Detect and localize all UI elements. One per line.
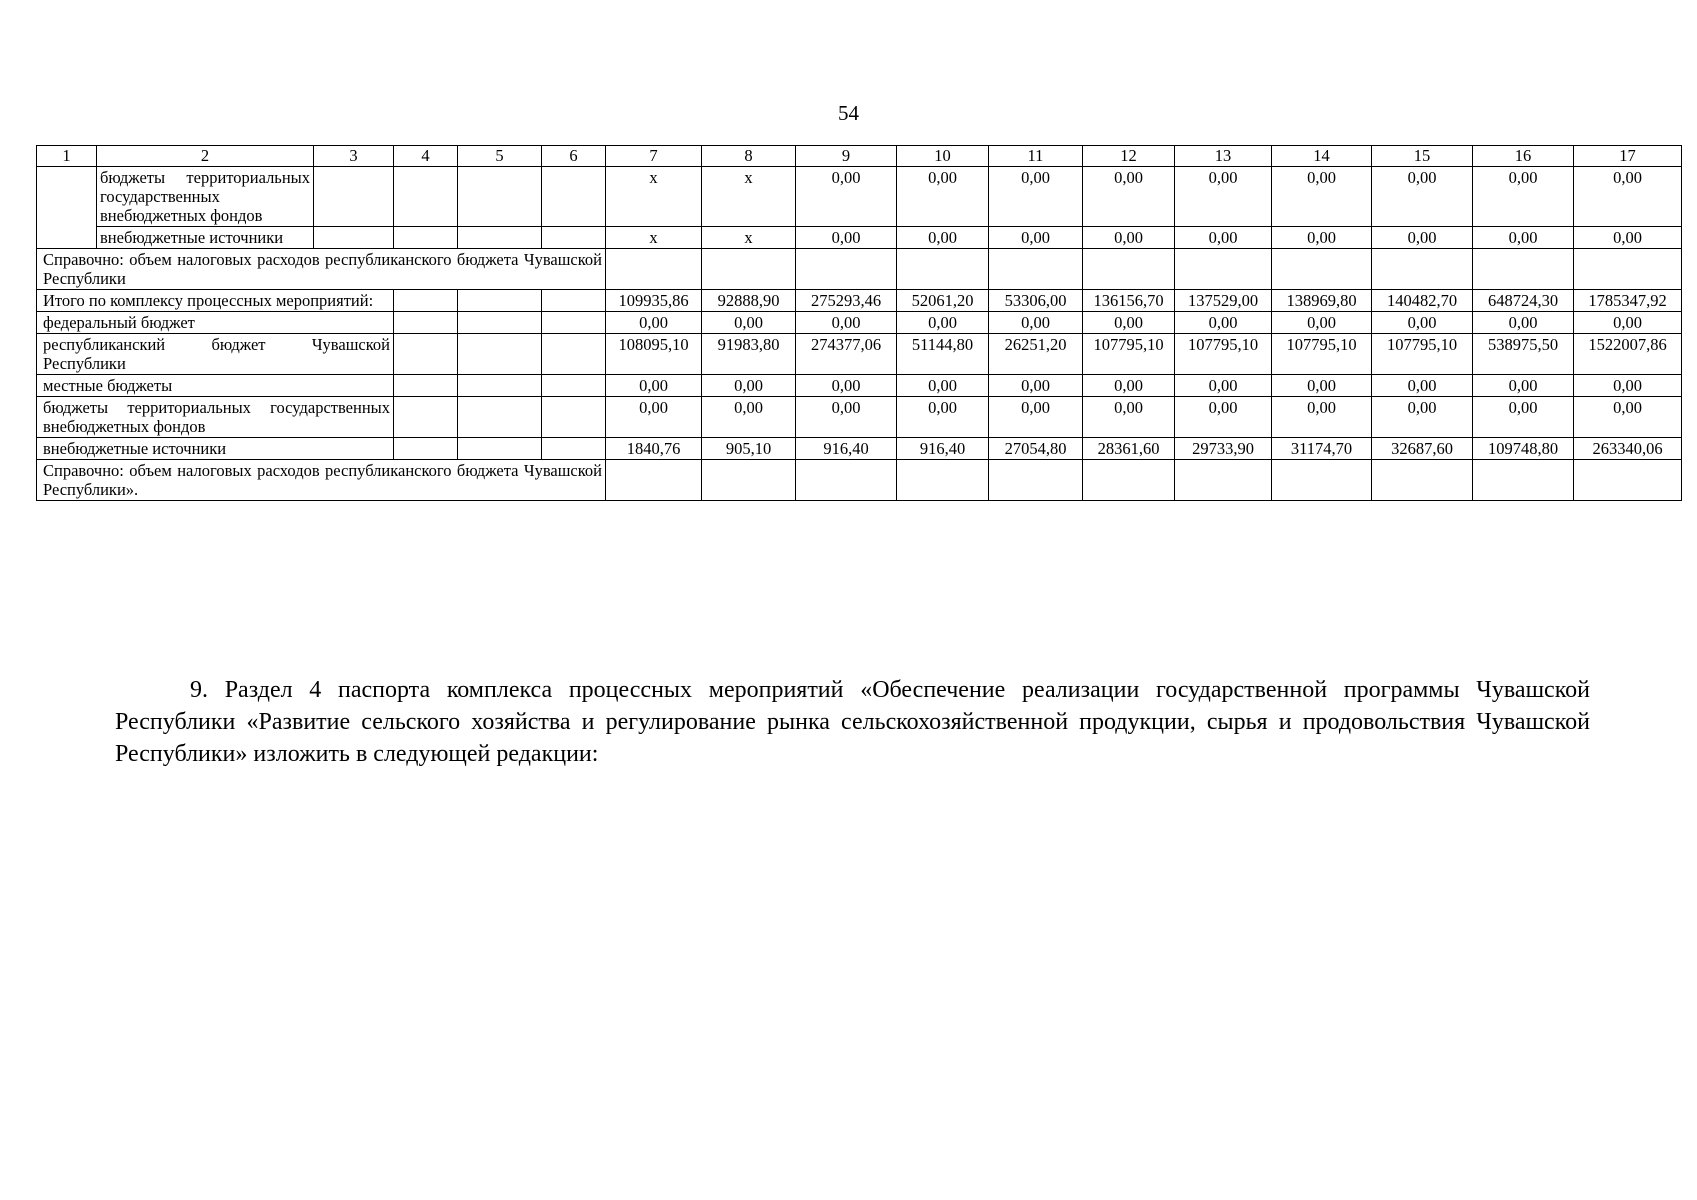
empty-cell (314, 167, 394, 227)
table-body (37, 146, 1682, 501)
column-number-1: 1 (37, 146, 97, 167)
value-cell: 0,00 (1372, 397, 1473, 438)
column-number-12: 12 (1083, 146, 1175, 167)
value-cell: 0,00 (989, 397, 1083, 438)
empty-cell (458, 290, 542, 312)
value-cell: 136156,70 (1083, 290, 1175, 312)
value-cell: 0,00 (796, 167, 897, 227)
empty-cell (897, 249, 989, 290)
value-cell: 0,00 (1574, 375, 1682, 397)
table-row (37, 290, 1682, 312)
empty-cell (606, 249, 702, 290)
value-cell: 0,00 (897, 375, 989, 397)
value-cell: 0,00 (897, 312, 989, 334)
row-label: республиканский бюджет Чувашской Республики (37, 334, 394, 375)
value-cell: 107795,10 (1083, 334, 1175, 375)
column-number-5: 5 (458, 146, 542, 167)
empty-cell (394, 375, 458, 397)
value-cell: 0,00 (606, 375, 702, 397)
value-cell: 32687,60 (1372, 438, 1473, 460)
value-cell: 648724,30 (1473, 290, 1574, 312)
value-cell: 107795,10 (1272, 334, 1372, 375)
empty-cell (458, 167, 542, 227)
value-cell: 0,00 (1272, 312, 1372, 334)
value-cell: 0,00 (1175, 167, 1272, 227)
value-cell: 0,00 (1574, 167, 1682, 227)
value-cell: 0,00 (1574, 312, 1682, 334)
empty-cell (1175, 460, 1272, 501)
empty-cell (1372, 460, 1473, 501)
empty-cell (394, 397, 458, 438)
empty-cell (1473, 249, 1574, 290)
value-cell: 905,10 (702, 438, 796, 460)
value-cell: 0,00 (989, 312, 1083, 334)
empty-cell (458, 334, 542, 375)
value-cell: 138969,80 (1272, 290, 1372, 312)
value-cell: 916,40 (897, 438, 989, 460)
value-cell: 140482,70 (1372, 290, 1473, 312)
table-row (37, 249, 1682, 290)
empty-cell (458, 312, 542, 334)
empty-cell (542, 290, 606, 312)
empty-cell (796, 460, 897, 501)
table-row (37, 375, 1682, 397)
value-cell: 0,00 (606, 312, 702, 334)
value-cell: 0,00 (1175, 375, 1272, 397)
column-number-8: 8 (702, 146, 796, 167)
row-label: местные бюджеты (37, 375, 394, 397)
row-label: федеральный бюджет (37, 312, 394, 334)
value-cell: 0,00 (1372, 167, 1473, 227)
value-cell: 275293,46 (796, 290, 897, 312)
empty-cell (314, 227, 394, 249)
value-cell: 0,00 (1175, 312, 1272, 334)
value-cell: 0,00 (1473, 227, 1574, 249)
column-number-17: 17 (1574, 146, 1682, 167)
value-cell: 0,00 (1083, 312, 1175, 334)
value-cell: 107795,10 (1372, 334, 1473, 375)
value-cell: 51144,80 (897, 334, 989, 375)
column-number-4: 4 (394, 146, 458, 167)
empty-cell (1083, 460, 1175, 501)
row-label: Итого по комплексу процессных мероприятий: (37, 290, 394, 312)
column-number-3: 3 (314, 146, 394, 167)
column-number-2: 2 (97, 146, 314, 167)
value-cell: х (606, 227, 702, 249)
value-cell: 916,40 (796, 438, 897, 460)
value-cell: 109935,86 (606, 290, 702, 312)
empty-cell (1574, 460, 1682, 501)
row-label: бюджеты территориальных государственных внебюджетных фондов (37, 397, 394, 438)
value-cell: х (702, 227, 796, 249)
value-cell: 538975,50 (1473, 334, 1574, 375)
value-cell: 31174,70 (1272, 438, 1372, 460)
empty-cell (542, 227, 606, 249)
value-cell: 0,00 (897, 167, 989, 227)
value-cell: 0,00 (1473, 375, 1574, 397)
budget-table (36, 145, 1682, 501)
value-cell: 0,00 (1473, 312, 1574, 334)
empty-cell (989, 249, 1083, 290)
value-cell: 29733,90 (1175, 438, 1272, 460)
empty-cell (394, 438, 458, 460)
value-cell: х (702, 167, 796, 227)
value-cell: 107795,10 (1175, 334, 1272, 375)
page-number: 54 (838, 101, 859, 125)
row-label: внебюджетные источники (97, 227, 314, 249)
column-number-10: 10 (897, 146, 989, 167)
empty-cell (989, 460, 1083, 501)
column-number-14: 14 (1272, 146, 1372, 167)
value-cell: 0,00 (606, 397, 702, 438)
value-cell: 0,00 (1372, 312, 1473, 334)
empty-cell (1372, 249, 1473, 290)
empty-cell (542, 397, 606, 438)
empty-cell (458, 375, 542, 397)
value-cell: 91983,80 (702, 334, 796, 375)
empty-cell (1473, 460, 1574, 501)
empty-cell (542, 375, 606, 397)
table-row (37, 227, 1682, 249)
value-cell: 0,00 (1083, 227, 1175, 249)
value-cell: 0,00 (1574, 397, 1682, 438)
empty-cell (1175, 249, 1272, 290)
empty-cell (542, 167, 606, 227)
table-row (37, 334, 1682, 375)
value-cell: 0,00 (1272, 167, 1372, 227)
empty-cell (394, 312, 458, 334)
empty-cell (702, 249, 796, 290)
row-label: бюджеты территориальных государственных внебюджетных фондов (97, 167, 314, 227)
empty-cell (394, 227, 458, 249)
empty-cell (37, 167, 97, 249)
empty-cell (542, 334, 606, 375)
value-cell: 52061,20 (897, 290, 989, 312)
value-cell: 0,00 (897, 227, 989, 249)
value-cell: 0,00 (1272, 375, 1372, 397)
empty-cell (458, 227, 542, 249)
value-cell: 0,00 (1083, 397, 1175, 438)
value-cell: 0,00 (897, 397, 989, 438)
value-cell: 1522007,86 (1574, 334, 1682, 375)
column-number-13: 13 (1175, 146, 1272, 167)
empty-cell (394, 167, 458, 227)
value-cell: 0,00 (1473, 397, 1574, 438)
value-cell: 26251,20 (989, 334, 1083, 375)
value-cell: 137529,00 (1175, 290, 1272, 312)
value-cell: 0,00 (1083, 167, 1175, 227)
value-cell: 0,00 (989, 167, 1083, 227)
value-cell: 0,00 (796, 312, 897, 334)
empty-cell (394, 290, 458, 312)
empty-cell (1272, 460, 1372, 501)
table-header-row (37, 146, 1682, 167)
table-row (37, 167, 1682, 227)
value-cell: 0,00 (1372, 375, 1473, 397)
value-cell: 0,00 (1574, 227, 1682, 249)
empty-cell (394, 334, 458, 375)
value-cell: 109748,80 (1473, 438, 1574, 460)
empty-cell (1272, 249, 1372, 290)
value-cell: 0,00 (1175, 227, 1272, 249)
value-cell: 274377,06 (796, 334, 897, 375)
row-label: внебюджетные источники (37, 438, 394, 460)
value-cell: 0,00 (1372, 227, 1473, 249)
empty-cell (1574, 249, 1682, 290)
table-row (37, 438, 1682, 460)
empty-cell (897, 460, 989, 501)
reference-label: Справочно: объем налоговых расходов республиканского бюджета Чувашской Республики». (37, 460, 606, 501)
column-number-7: 7 (606, 146, 702, 167)
value-cell: х (606, 167, 702, 227)
reference-label: Справочно: объем налоговых расходов республиканского бюджета Чувашской Республики (37, 249, 606, 290)
table-row (37, 460, 1682, 501)
column-number-6: 6 (542, 146, 606, 167)
value-cell: 53306,00 (989, 290, 1083, 312)
table-row (37, 312, 1682, 334)
column-number-16: 16 (1473, 146, 1574, 167)
value-cell: 263340,06 (1574, 438, 1682, 460)
value-cell: 0,00 (1272, 227, 1372, 249)
value-cell: 0,00 (989, 375, 1083, 397)
empty-cell (458, 397, 542, 438)
value-cell: 0,00 (1272, 397, 1372, 438)
value-cell: 0,00 (1473, 167, 1574, 227)
value-cell: 108095,10 (606, 334, 702, 375)
value-cell: 0,00 (989, 227, 1083, 249)
value-cell: 0,00 (796, 397, 897, 438)
value-cell: 0,00 (702, 312, 796, 334)
value-cell: 0,00 (702, 397, 796, 438)
empty-cell (542, 312, 606, 334)
table-row (37, 397, 1682, 438)
column-number-11: 11 (989, 146, 1083, 167)
empty-cell (702, 460, 796, 501)
empty-cell (1083, 249, 1175, 290)
value-cell: 28361,60 (1083, 438, 1175, 460)
value-cell: 1785347,92 (1574, 290, 1682, 312)
empty-cell (458, 438, 542, 460)
value-cell: 92888,90 (702, 290, 796, 312)
paragraph-text: 9. Раздел 4 паспорта комплекса процессных мероприятий «Обеспечение реализации государственной программы Чувашской Республики «Развитие сельского хозяйства и регулирование рынка сельскохозяйственной продукции, сырья и продовольствия Чувашской Республики» изложить в следующей редакции: (115, 677, 1590, 767)
empty-cell (606, 460, 702, 501)
value-cell: 27054,80 (989, 438, 1083, 460)
value-cell: 0,00 (1175, 397, 1272, 438)
column-number-9: 9 (796, 146, 897, 167)
value-cell: 0,00 (796, 227, 897, 249)
empty-cell (796, 249, 897, 290)
value-cell: 0,00 (702, 375, 796, 397)
value-cell: 1840,76 (606, 438, 702, 460)
value-cell: 0,00 (796, 375, 897, 397)
empty-cell (542, 438, 606, 460)
value-cell: 0,00 (1083, 375, 1175, 397)
column-number-15: 15 (1372, 146, 1473, 167)
